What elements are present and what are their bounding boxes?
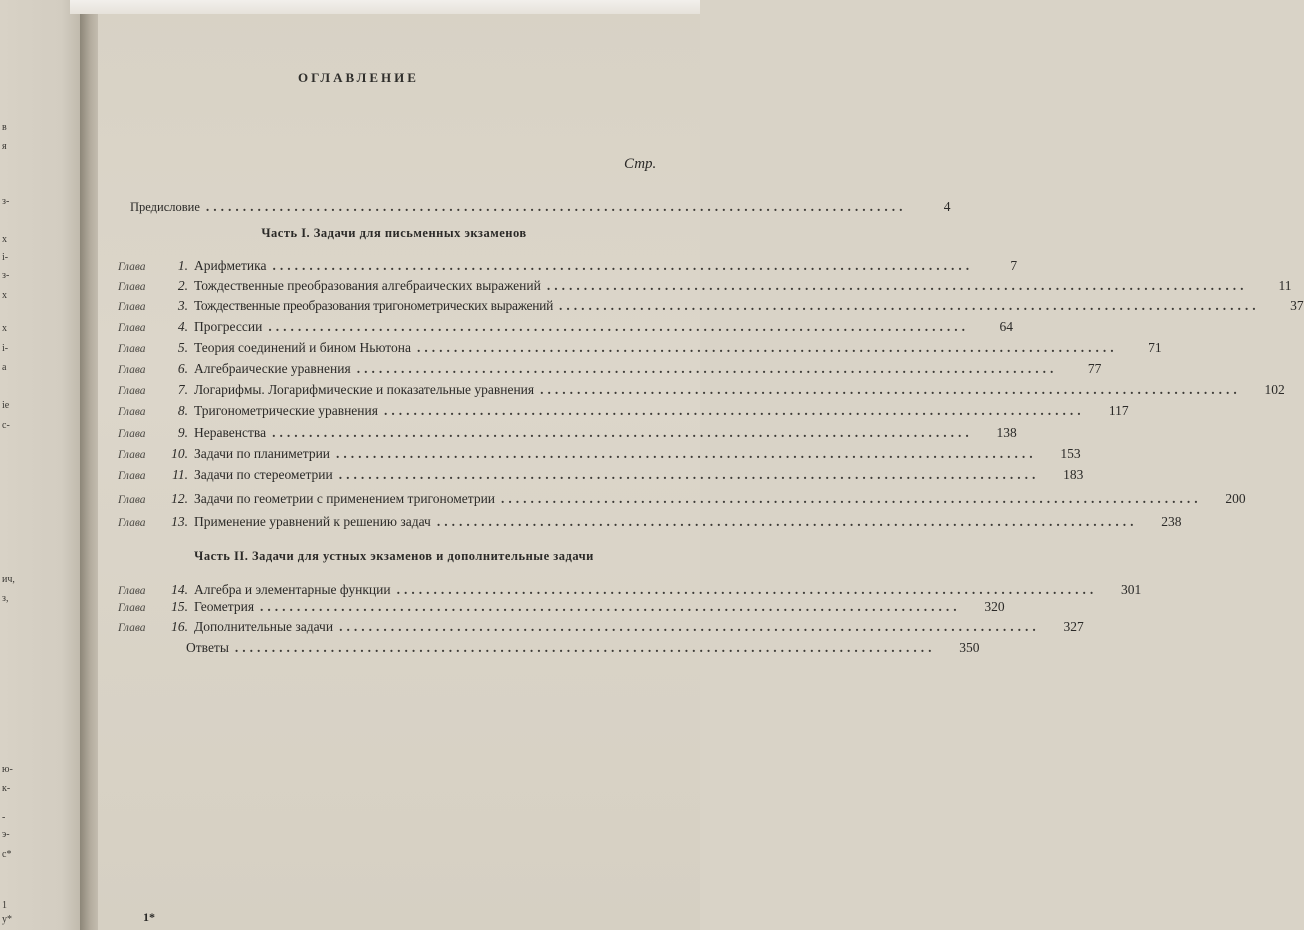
entry-title: Тождественные преобразования тригонометрических выражений: [194, 298, 553, 313]
entry-page: 183: [1063, 467, 1084, 482]
toc-entry: [118, 258, 1018, 276]
leader-dots: ...............................................................................................: [234, 640, 936, 655]
leader-dots: ...............................................................................................: [338, 467, 1040, 482]
page-top-edge: [70, 0, 700, 14]
chapter-number: 8.: [177, 403, 188, 418]
chapter-label: Глава: [118, 364, 146, 376]
leader-dots: ...............................................................................................: [501, 491, 1202, 506]
chapter-number: 9.: [177, 425, 188, 440]
chapter-number: 6.: [177, 361, 188, 376]
leader-dots: ...............................................................................................: [383, 403, 1085, 418]
margin-fragment: а: [2, 362, 7, 373]
leader-dots: ...............................................................................................: [436, 514, 1138, 529]
entry-page: 301: [1120, 582, 1142, 597]
entry-page: 37: [1290, 298, 1304, 313]
entry-title: Теория соединений и бином Ньютона: [194, 340, 411, 355]
entry-title: Геометрия: [194, 599, 255, 614]
entry-page: 350: [959, 640, 980, 655]
margin-fragment: 1: [2, 900, 7, 911]
entry-page: 64: [999, 319, 1013, 334]
toc-entry: [118, 382, 1285, 400]
chapter-number: 16.: [171, 619, 188, 634]
chapter-label: Глава: [118, 428, 146, 440]
entry-title: Ответы: [186, 640, 229, 655]
chapter-number: 1.: [177, 258, 188, 273]
chapter-label: Глава: [118, 301, 146, 313]
toc-entry: [118, 446, 1081, 464]
toc-entry: [130, 199, 951, 217]
entry-title: Алгебраические уравнения: [194, 361, 351, 376]
entry-title: Задачи по планиметрии: [194, 446, 331, 461]
chapter-number: 10.: [171, 446, 188, 461]
entry-page: 77: [1087, 361, 1102, 376]
margin-fragment: іе: [2, 400, 10, 411]
chapter-label: Глава: [118, 494, 146, 506]
margin-fragment: ич,: [2, 574, 15, 585]
chapter-label: Глава: [118, 261, 146, 273]
chapter-number: 2.: [177, 278, 188, 293]
leader-dots: ...............................................................................................: [336, 446, 1037, 461]
entry-title: Задачи по стереометрии: [194, 467, 333, 482]
toc-entry: [118, 582, 1142, 600]
margin-fragment: і-: [2, 252, 9, 263]
chapter-label: Глава: [118, 281, 146, 293]
chapter-number: 13.: [171, 514, 188, 529]
leader-dots: ...............................................................................................: [205, 199, 907, 214]
toc-entry: [118, 599, 1005, 617]
margin-fragment: у*: [2, 914, 12, 925]
entry-title: Прогрессии: [194, 319, 263, 334]
chapter-label: Глава: [118, 322, 146, 334]
margin-fragment: -: [2, 812, 6, 823]
leader-dots: ...............................................................................................: [272, 425, 973, 440]
chapter-number: 15.: [171, 599, 188, 614]
margin-fragment: х: [2, 323, 7, 334]
entry-title: Задачи по геометрии с применением тригонометрии: [194, 491, 496, 506]
leader-dots: ...............................................................................................: [559, 298, 1260, 313]
entry-page: 4: [943, 199, 951, 214]
entry-title: Дополнительные задачи: [194, 619, 334, 634]
part-heading: [118, 549, 670, 567]
entry-page: 327: [1063, 619, 1084, 634]
toc-entry: [118, 514, 1182, 532]
entry-page: 320: [984, 599, 1005, 614]
entry-title: Логарифмы. Логарифмические и показательные уравнения: [194, 382, 535, 397]
entry-page: 117: [1108, 403, 1129, 418]
leader-dots: ...............................................................................................: [339, 619, 1040, 634]
part-heading: [118, 226, 670, 244]
toc-entry: [118, 298, 1304, 316]
entry-page: 200: [1225, 491, 1246, 506]
chapter-label: Глава: [118, 602, 146, 614]
leader-dots: ...............................................................................................: [260, 599, 961, 614]
margin-fragment: э-: [2, 829, 10, 840]
toc-entry: [118, 361, 1102, 379]
toc-entry: [118, 491, 1246, 509]
chapter-number: 5.: [177, 340, 188, 355]
page-column-header: Стр.: [624, 156, 657, 172]
part-title: Часть I. Задачи для письменных экзаменов: [261, 226, 527, 240]
chapter-label: Глава: [118, 585, 146, 597]
chapter-label: Глава: [118, 406, 146, 418]
entry-title: Тригонометрические уравнения: [194, 403, 378, 418]
right-page: [98, 0, 700, 930]
margin-fragment: ю-: [2, 764, 13, 775]
toc-entry: [186, 640, 980, 658]
entry-title: Применение уравнений к решению задач: [194, 514, 431, 529]
page-number: 1*: [143, 910, 155, 924]
toc-entry: [118, 278, 1292, 296]
chapter-label: Глава: [118, 622, 146, 634]
leader-dots: ...............................................................................................: [416, 340, 1118, 355]
margin-fragment: с*: [2, 849, 12, 860]
entry-page: 11: [1278, 278, 1292, 293]
entry-title: Тождественные преобразования алгебраических выражений: [194, 278, 541, 293]
leader-dots: ...............................................................................................: [540, 382, 1241, 397]
entry-page: 71: [1148, 340, 1162, 355]
entry-title: Предисловие: [130, 200, 200, 214]
margin-fragment: в: [2, 122, 7, 133]
chapter-number: 12.: [171, 491, 188, 506]
margin-fragment: х: [2, 290, 7, 301]
leader-dots: ...............................................................................................: [272, 258, 974, 273]
margin-fragment: і-: [2, 343, 9, 354]
margin-fragment: к-: [2, 783, 11, 794]
chapter-label: Глава: [118, 385, 146, 397]
entry-page: 238: [1161, 514, 1182, 529]
margin-fragment: з,: [2, 593, 9, 604]
entry-page: 7: [1010, 258, 1018, 273]
entry-page: 153: [1060, 446, 1081, 461]
toc-entry: [118, 425, 1017, 443]
entry-title: Арифметика: [194, 258, 267, 273]
chapter-label: Глава: [118, 343, 146, 355]
toc-entry: [118, 403, 1129, 421]
chapter-label: Глава: [118, 449, 146, 461]
margin-fragment: з-: [2, 270, 10, 281]
margin-fragment: я: [2, 141, 7, 152]
page-title: ОГЛАВЛЕНИЕ: [298, 70, 419, 85]
chapter-number: 7.: [177, 382, 188, 397]
margin-fragment: с-: [2, 420, 10, 431]
chapter-label: Глава: [118, 470, 146, 482]
toc-entry: [118, 467, 1084, 485]
toc-entry: [118, 340, 1162, 358]
leader-dots: ...............................................................................................: [268, 319, 969, 334]
leader-dots: ...............................................................................................: [546, 278, 1248, 293]
entry-title: Неравенства: [194, 425, 267, 440]
margin-fragment: х: [2, 234, 7, 245]
part-title: Часть II. Задачи для устных экзаменов и дополнительные задачи: [194, 549, 594, 563]
entry-title: Алгебра и элементарные функции: [194, 582, 391, 597]
entry-page: 138: [996, 425, 1017, 440]
margin-fragment: з-: [2, 196, 10, 207]
toc-entry: [118, 619, 1084, 637]
chapter-number: 3.: [177, 298, 188, 313]
chapter-number: 14.: [171, 582, 188, 597]
leader-dots: ...............................................................................................: [356, 361, 1058, 376]
chapter-label: Глава: [118, 517, 146, 529]
entry-page: 102: [1264, 382, 1285, 397]
leader-dots: ...............................................................................................: [396, 582, 1098, 597]
chapter-number: 11.: [172, 467, 188, 482]
toc-entry: [118, 319, 1013, 337]
chapter-number: 4.: [177, 319, 188, 334]
